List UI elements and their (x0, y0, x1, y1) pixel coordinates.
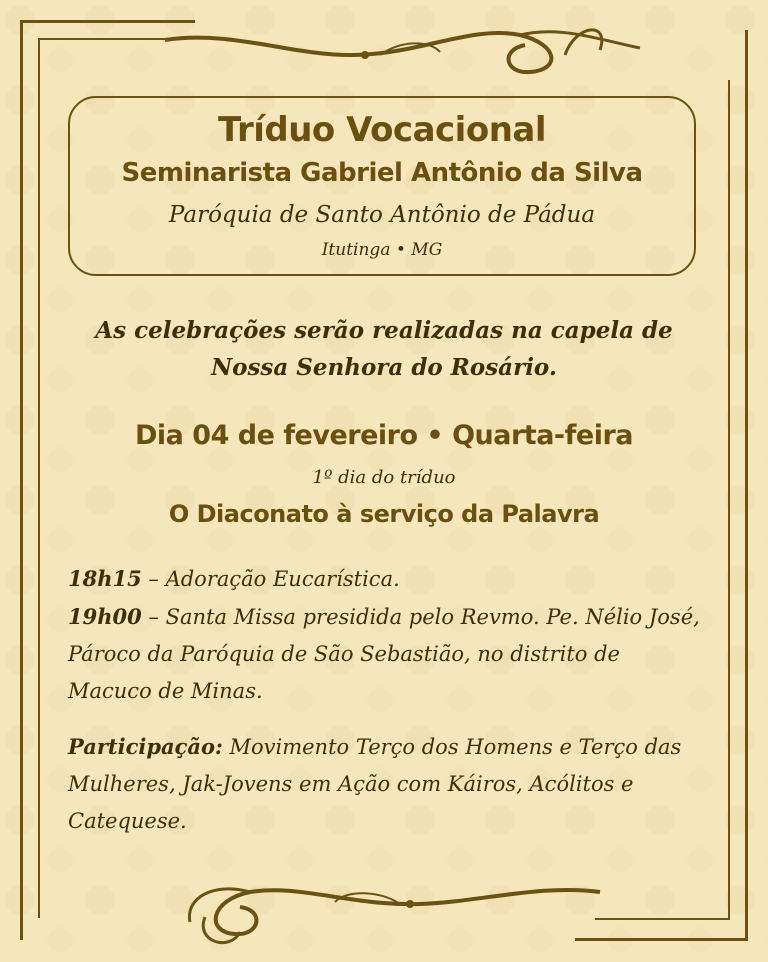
schedule-item-mass (68, 598, 708, 710)
venue-notice-line1: As celebrações serão realizadas na capela de (95, 317, 673, 344)
day-subtitle: 1º dia do tríduo (312, 467, 456, 488)
schedule-item-adoration (68, 560, 708, 598)
day-theme: O Diaconato à serviço da Palavra (168, 500, 600, 528)
seminarian-name: Seminarista Gabriel Antônio da Silva (121, 158, 643, 188)
bottom-flourish-ornament (0, 862, 768, 962)
day-heading: Dia 04 de fevereiro • Quarta-feira (135, 420, 633, 451)
top-flourish-ornament (0, 0, 768, 100)
venue-notice (60, 312, 708, 386)
schedule (68, 560, 708, 710)
participation (68, 728, 708, 840)
event-title: Tríduo Vocacional (218, 110, 546, 150)
city-state: Itutinga • MG (321, 240, 443, 260)
participation-label: Participação: (68, 734, 223, 759)
parish-name: Paróquia de Santo Antônio de Pádua (168, 202, 596, 228)
schedule-text: – Santa Missa presidida pelo Revmo. Pe. Nélio José, Pároco da Paróquia de São Sebastião, no distrito de Macuco de Minas. (68, 605, 700, 703)
title-box (68, 96, 696, 276)
participation-text: Movimento Terço dos Homens e Terço das Mulheres, Jak-Jovens em Ação com Káiros, Acólitos e Catequese. (68, 735, 682, 833)
schedule-text: – Adoração Eucarística. (141, 567, 400, 591)
schedule-time: 19h00 (68, 604, 142, 629)
schedule-time: 18h15 (68, 566, 142, 591)
venue-notice-line2: Nossa Senhora do Rosário. (211, 354, 557, 381)
